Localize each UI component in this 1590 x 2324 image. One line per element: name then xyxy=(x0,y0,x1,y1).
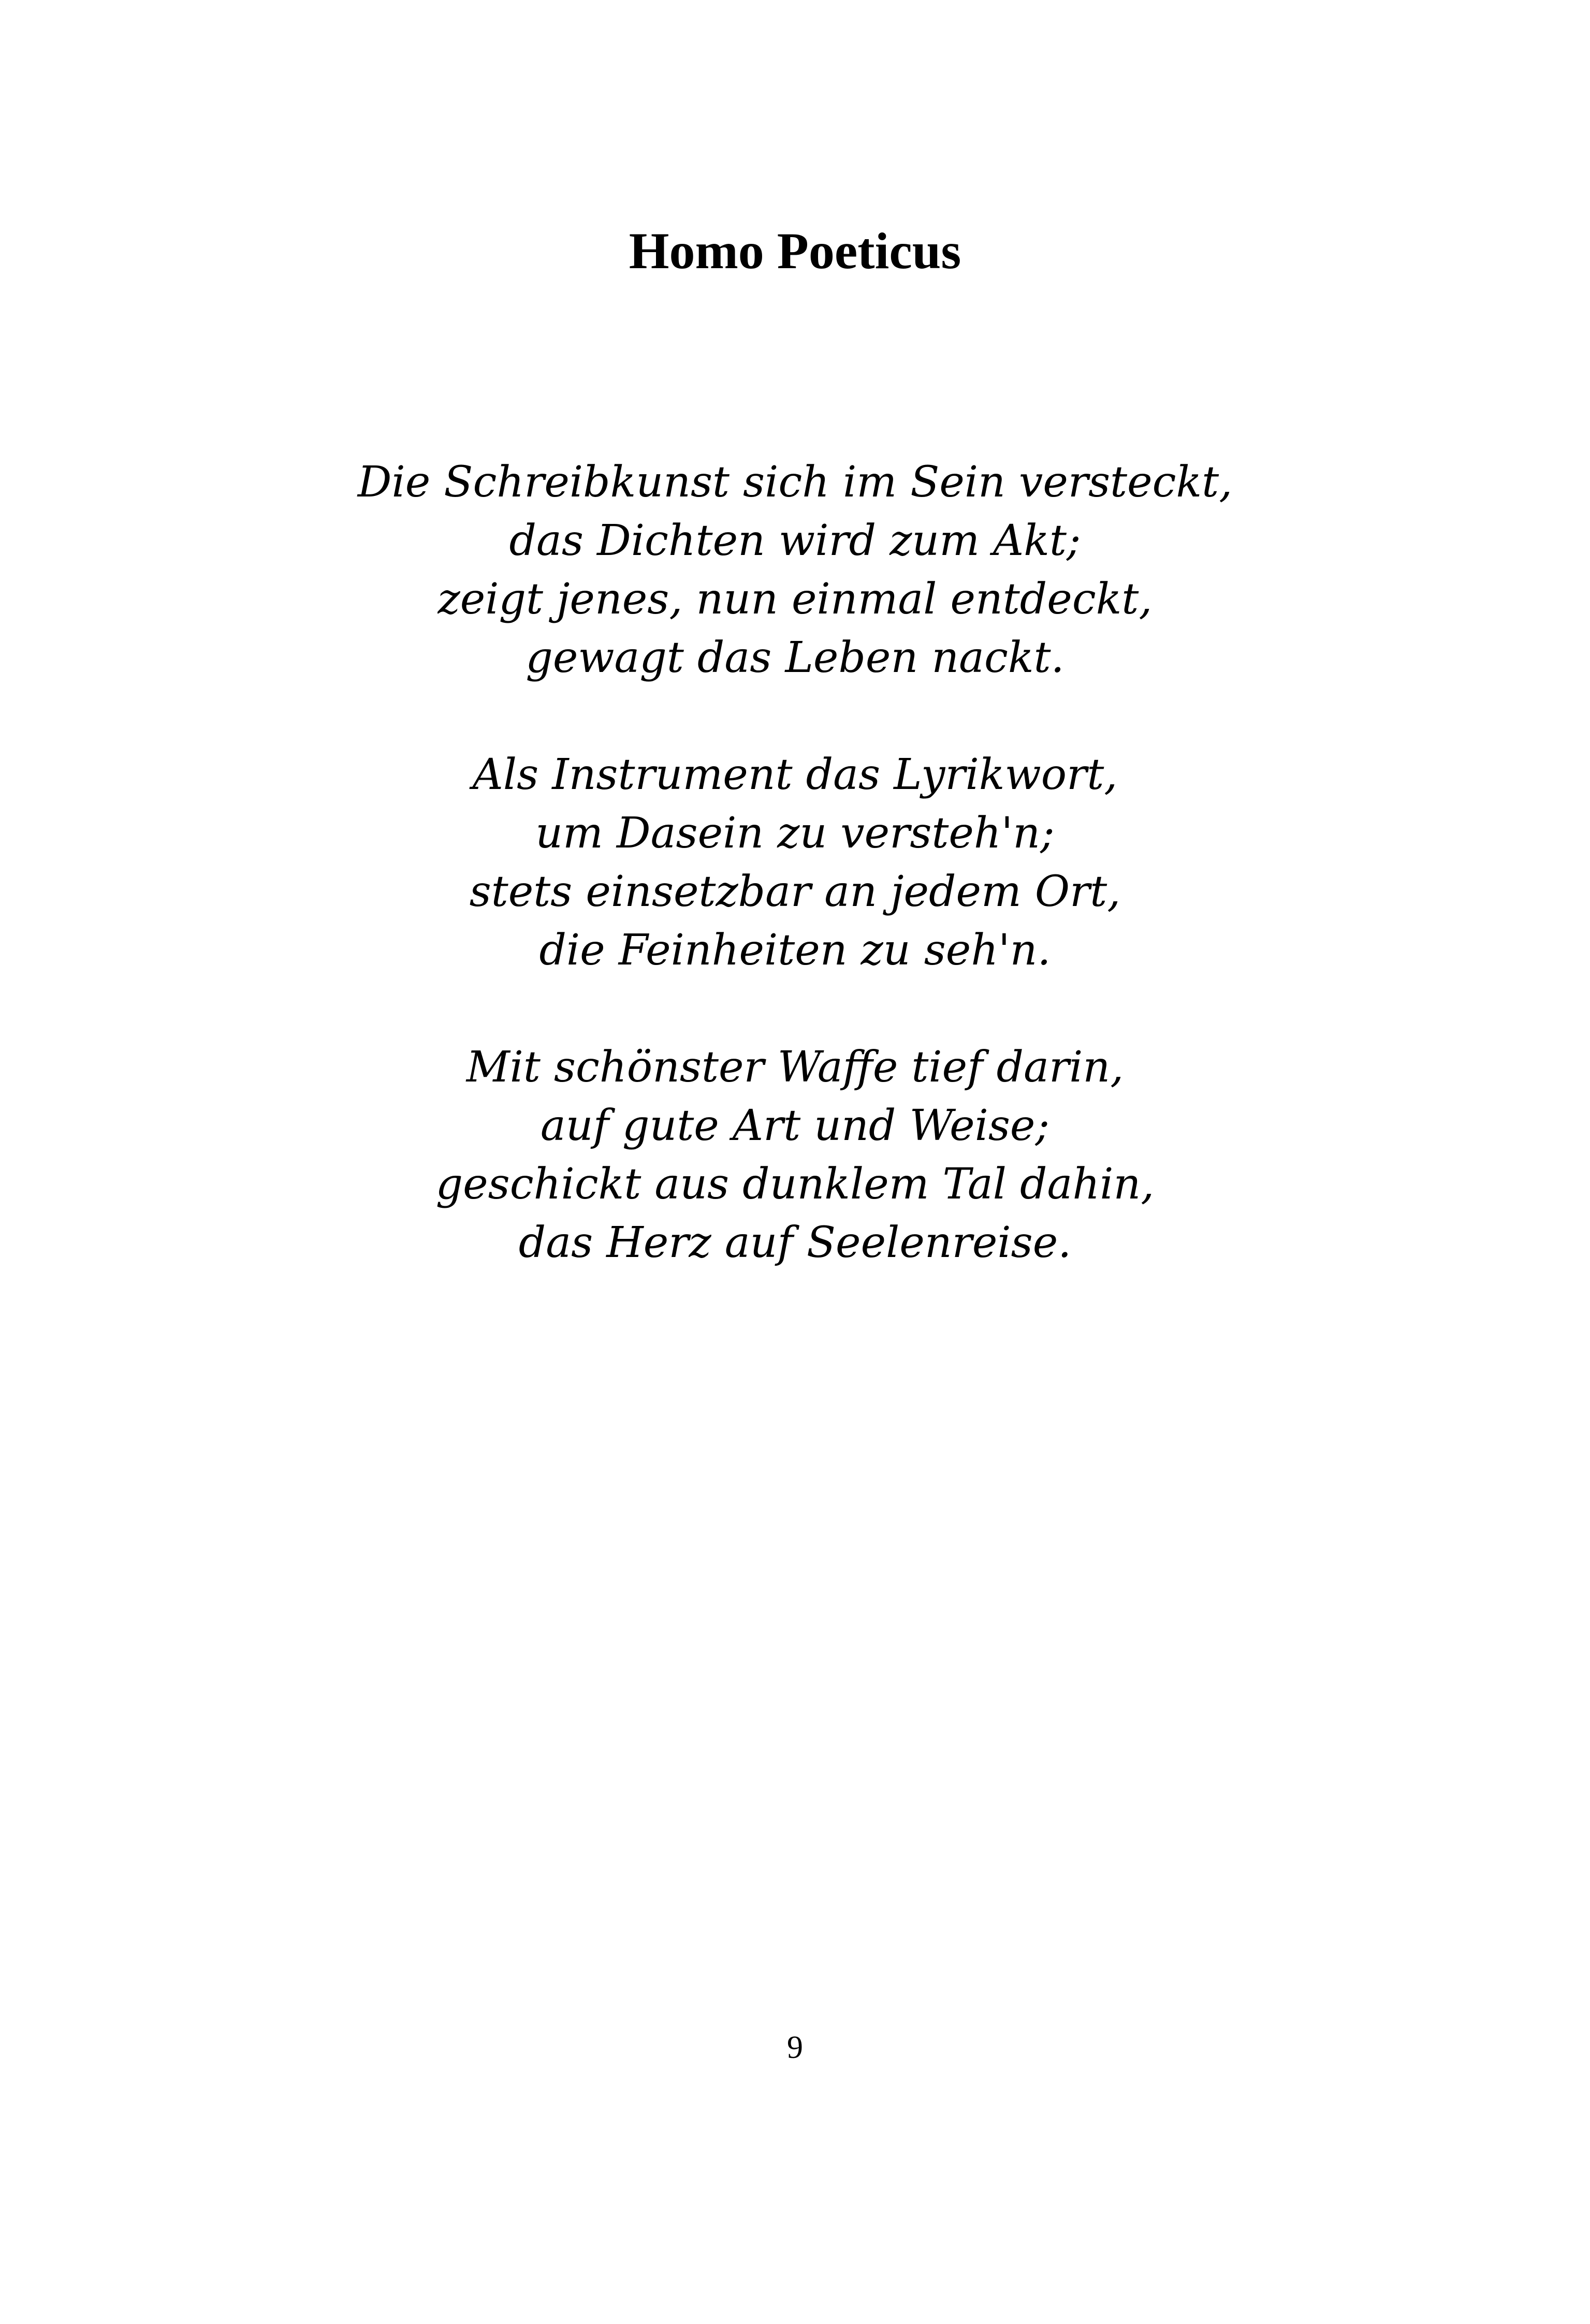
stanza xyxy=(0,1038,1590,1272)
poem-body xyxy=(0,453,1590,1331)
stanza xyxy=(0,746,1590,980)
stanza xyxy=(0,453,1590,687)
poem-line: das Herz auf Seelenreise. xyxy=(518,1218,1072,1267)
poem-line: Mit schönster Waffe tief darin, xyxy=(466,1043,1124,1092)
poem-line: Als Instrument das Lyrikwort, xyxy=(472,750,1118,799)
poem-line: stets einsetzbar an jedem Ort, xyxy=(469,867,1121,916)
poem-line: auf gute Art und Weise; xyxy=(540,1101,1050,1150)
poem-line: geschickt aus dunklem Tal dahin, xyxy=(435,1160,1155,1209)
poem-line: gewagt das Leben nackt. xyxy=(526,633,1064,682)
poem-line: zeigt jenes, nun einmal entdeckt, xyxy=(437,575,1153,624)
poem-line: das Dichten wird zum Akt; xyxy=(509,516,1081,565)
poem-line: um Dasein zu versteh'n; xyxy=(535,809,1055,858)
poem-line: Die Schreibkunst sich im Sein versteckt, xyxy=(357,458,1233,507)
page-number: 9 xyxy=(787,2030,803,2065)
poem-line: die Feinheiten zu seh'n. xyxy=(539,926,1051,975)
poem-title: Homo Poeticus xyxy=(629,222,961,280)
